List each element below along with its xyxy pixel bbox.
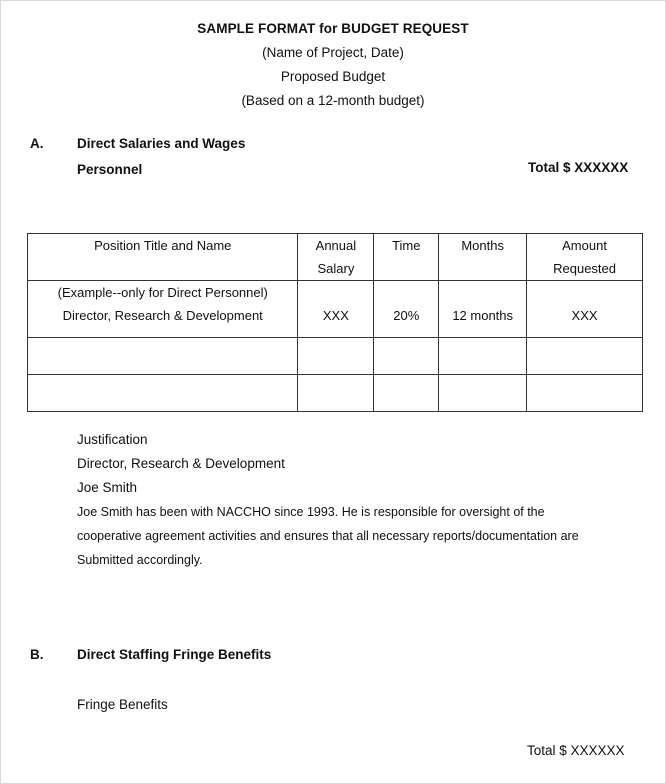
cell-months: 12 months	[439, 281, 527, 338]
section-b-total: Total $ XXXXXX	[527, 743, 625, 758]
budget-basis-subtitle: (Based on a 12-month budget)	[241, 93, 425, 108]
section-b-subheading: Fringe Benefits	[77, 697, 168, 712]
header-months: Months	[439, 234, 527, 281]
section-b-letter: B.	[30, 647, 44, 662]
section-a-letter: A.	[30, 136, 44, 151]
justification-text-line: Joe Smith has been with NACCHO since 1993. He is responsible for oversight of the	[77, 505, 545, 519]
cell-amount: XXX	[527, 281, 643, 338]
section-a-heading: Direct Salaries and Wages	[77, 136, 246, 151]
header-annual-salary: Annual Salary	[298, 234, 374, 281]
example-note: (Example--only for Direct Personnel)	[57, 285, 268, 300]
justification-text-line: Submitted accordingly.	[77, 553, 203, 567]
section-b-heading: Direct Staffing Fringe Benefits	[77, 647, 272, 662]
justification-text-line: cooperative agreement activities and ensures that all necessary reports/documentation are	[77, 529, 579, 543]
example-position: Director, Research & Development	[62, 308, 263, 323]
proposed-budget-subtitle: Proposed Budget	[280, 69, 386, 84]
document-title: SAMPLE FORMAT for BUDGET REQUEST	[197, 21, 469, 36]
section-a-subheading: Personnel	[77, 162, 143, 177]
header-amount-requested: Amount Requested	[527, 234, 643, 281]
cell-time: 20%	[374, 281, 439, 338]
section-a-total: Total $ XXXXXX	[528, 160, 629, 175]
header-position: Position Title and Name	[28, 234, 298, 281]
table-row	[28, 375, 643, 412]
header-time: Time	[374, 234, 439, 281]
justification-name: Joe Smith	[77, 480, 138, 495]
justification-label: Justification	[77, 432, 148, 447]
personnel-budget-table	[27, 233, 643, 412]
project-subtitle: (Name of Project, Date)	[262, 45, 404, 60]
table-row	[28, 281, 643, 338]
cell-position	[28, 281, 298, 338]
cell-salary: XXX	[298, 281, 374, 338]
justification-title: Director, Research & Development	[77, 456, 285, 471]
table-row	[28, 338, 643, 375]
justification-block	[77, 428, 579, 572]
table-header-row	[28, 234, 643, 281]
